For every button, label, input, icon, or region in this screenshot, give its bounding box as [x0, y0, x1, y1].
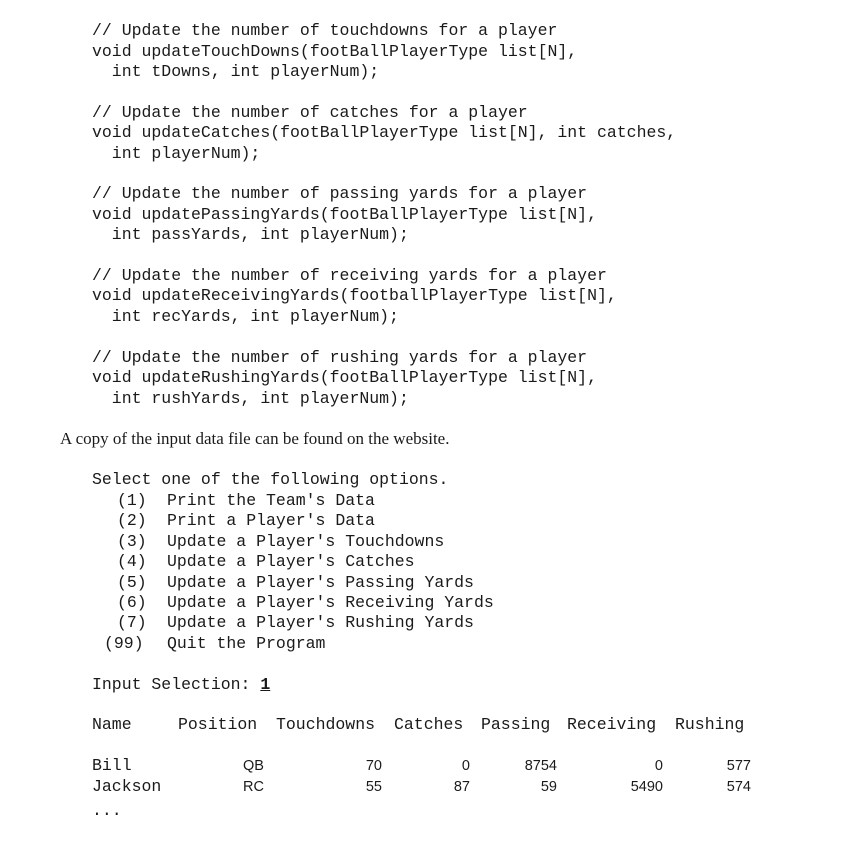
header-touchdowns: Touchdowns — [276, 715, 376, 734]
cell-rushing: 577 — [726, 758, 751, 774]
menu-option-label: Print the Team's Data — [167, 491, 375, 510]
code-signature: void updateTouchDowns(footBallPlayerType list[N], — [92, 42, 578, 61]
menu-option-num: (5) — [117, 573, 147, 592]
cell-name: Bill — [92, 756, 132, 775]
cell-position: QB — [243, 758, 264, 774]
menu-option-num: (6) — [117, 593, 147, 612]
code-comment: // Update the number of rushing yards for a player — [92, 348, 588, 367]
code-params: int passYards, int playerNum); — [92, 225, 409, 244]
code-signature: void updateCatches(footBallPlayerType list[N], int catches, — [92, 123, 677, 142]
cell-receiving: 0 — [654, 758, 663, 774]
menu-option-num: (3) — [117, 532, 147, 551]
code-comment: // Update the number of receiving yards for a player — [92, 266, 607, 285]
menu-option-num: (99) — [104, 634, 144, 653]
code-params: int rushYards, int playerNum); — [92, 389, 409, 408]
input-label: Input Selection: — [92, 675, 261, 694]
code-params: int recYards, int playerNum); — [92, 307, 399, 326]
cell-passing: 59 — [540, 779, 557, 795]
cell-touchdowns: 70 — [365, 758, 382, 774]
cell-passing: 8754 — [524, 758, 557, 774]
code-params: int tDowns, int playerNum); — [92, 62, 380, 81]
input-value: 1 — [260, 675, 271, 694]
cell-position: RC — [243, 779, 264, 795]
cell-rushing: 574 — [726, 779, 751, 795]
note-text: A copy of the input data file can be found on the website. — [60, 429, 450, 448]
code-comment: // Update the number of touchdowns for a player — [92, 21, 558, 40]
code-signature: void updateRushingYards(footBallPlayerType list[N], — [92, 368, 597, 387]
menu-option-num: (2) — [117, 511, 147, 530]
cell-name: Jackson — [92, 777, 162, 796]
header-receiving: Receiving — [567, 715, 657, 734]
code-signature: void updateReceivingYards(footballPlayerType list[N], — [92, 286, 617, 305]
header-position: Position — [178, 715, 258, 734]
menu-option-label: Update a Player's Passing Yards — [167, 573, 474, 592]
menu-option-label: Update a Player's Touchdowns — [167, 532, 445, 551]
code-comment: // Update the number of catches for a player — [92, 103, 528, 122]
cell-receiving: 5490 — [630, 779, 663, 795]
menu-prompt: Select one of the following options. — [92, 470, 449, 489]
table-ellipsis: ... — [92, 801, 122, 820]
menu-option-label: Quit the Program — [167, 634, 326, 653]
code-signature: void updatePassingYards(footBallPlayerType list[N], — [92, 205, 597, 224]
code-params: int playerNum); — [92, 144, 261, 163]
menu-option-num: (4) — [117, 552, 147, 571]
menu-option-label: Print a Player's Data — [167, 511, 375, 530]
menu-option-num: (1) — [117, 491, 147, 510]
cell-catches: 87 — [453, 779, 470, 795]
menu-option-label: Update a Player's Catches — [167, 552, 415, 571]
header-rushing: Rushing — [675, 715, 745, 734]
cell-touchdowns: 55 — [365, 779, 382, 795]
header-passing: Passing — [481, 715, 551, 734]
input-selection — [92, 675, 270, 695]
header-catches: Catches — [394, 715, 464, 734]
header-name: Name — [92, 715, 132, 734]
code-comment: // Update the number of passing yards for a player — [92, 184, 588, 203]
cell-catches: 0 — [461, 758, 470, 774]
menu-option-label: Update a Player's Rushing Yards — [167, 613, 474, 632]
menu-option-num: (7) — [117, 613, 147, 632]
menu-option-label: Update a Player's Receiving Yards — [167, 593, 494, 612]
